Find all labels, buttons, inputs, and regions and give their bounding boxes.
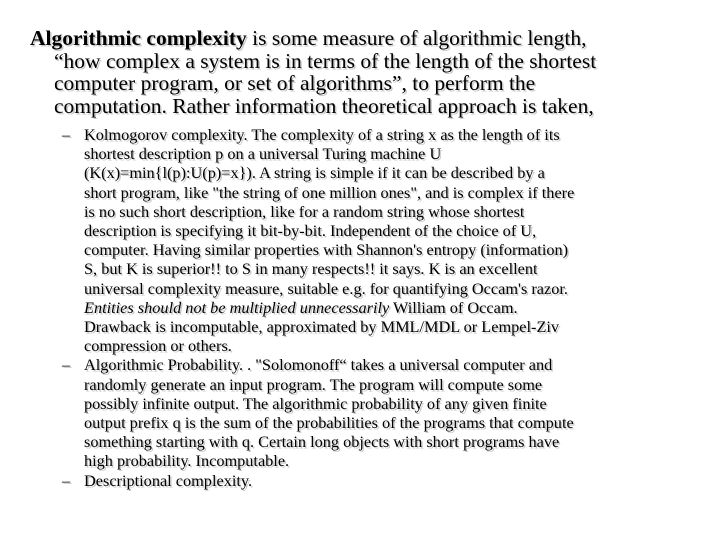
occam-quote-line bbox=[62, 298, 712, 317]
bullet-line: description is specifying it bit-by-bit. Independent of the choice of U, bbox=[84, 221, 537, 241]
bullet-line: computer. Having similar properties with Shannon's entropy (information) bbox=[84, 240, 569, 260]
bullet-line: possibly infinite output. The algorithmic probability of any given finite bbox=[84, 393, 547, 413]
dash-marker: – bbox=[62, 355, 71, 375]
bullet-line: Drawback is incomputable, approximated by MML/MDL or Lempel-Ziv bbox=[84, 317, 560, 337]
dash-marker: – bbox=[62, 125, 71, 144]
occam-attribution: William of Occam. bbox=[389, 297, 518, 317]
bullet-line: something starting with q. Certain long objects with short programs have bbox=[84, 432, 560, 452]
bullet-descriptional-complexity bbox=[62, 471, 712, 490]
main-line-1: Algorithmic complexity is some measure of algorithmic length, bbox=[30, 26, 587, 50]
dash-marker: – bbox=[62, 470, 71, 490]
main-line-2: “how complex a system is in terms of the length of the shortest bbox=[54, 48, 597, 73]
bullet-line: is no such short description, like for a random string whose shortest bbox=[84, 201, 525, 221]
bullet-line: compression or others. bbox=[84, 336, 232, 356]
bullet-line: universal complexity measure, suitable e.g. for quantifying Occam's razor. bbox=[84, 278, 568, 298]
bullet-line: Kolmogorov complexity. The complexity of a string x as the length of its bbox=[84, 125, 560, 144]
bullet-line: Algorithmic Probability. . "Solomonoff“ takes a universal computer and bbox=[84, 355, 553, 375]
bullet-line: Descriptional complexity. bbox=[84, 470, 253, 490]
bullet-line: S, but K is superior!! to S in many respects!! it says. K is an excellent bbox=[84, 259, 538, 279]
bullet-line: shortest description p on a universal Turing machine U bbox=[84, 144, 442, 164]
bullet-line: short program, like "the string of one million ones", and is complex if there bbox=[84, 182, 575, 202]
bullet-kolmogorov bbox=[62, 125, 712, 355]
sub-bullet-list bbox=[62, 125, 712, 490]
main-paragraph bbox=[30, 27, 710, 118]
bullet-algorithmic-probability bbox=[62, 355, 712, 470]
bullet-line: randomly generate an input program. The program will compute some bbox=[84, 374, 543, 394]
bullet-line: (K(x)=min{l(p):U(p)=x}). A string is simple if it can be described by a bbox=[84, 163, 545, 183]
term-algorithmic-complexity: Algorithmic complexity bbox=[30, 26, 247, 50]
bullet-line: output prefix q is the sum of the probabilities of the programs that compute bbox=[84, 413, 574, 433]
main-line-4: computation. Rather information theoretical approach is taken, bbox=[54, 94, 594, 119]
occam-quote: Entities should not be multiplied unnecessarily bbox=[84, 297, 390, 317]
bullet-line: high probability. Incomputable. bbox=[84, 451, 290, 471]
main-line-3: computer program, or set of algorithms”, to perform the bbox=[54, 71, 536, 96]
